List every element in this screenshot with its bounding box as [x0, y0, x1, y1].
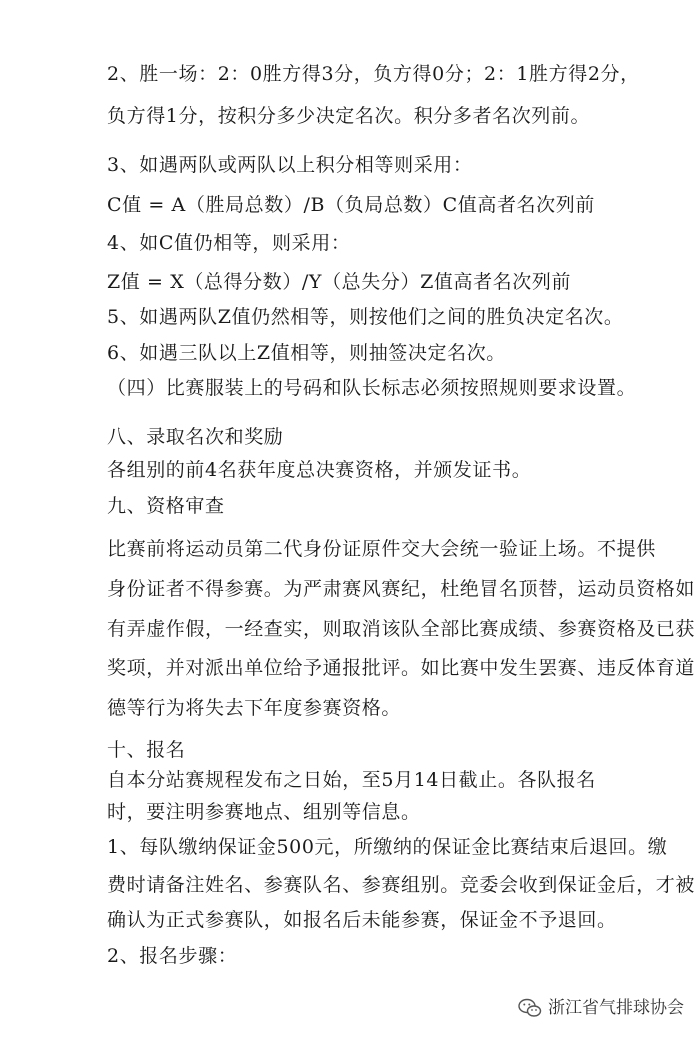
text-line-20: 时，要注明参赛地点、组别等信息。 [107, 801, 421, 823]
section-heading-10: 十、报名 [107, 739, 186, 761]
wechat-icon [518, 998, 542, 1018]
section-heading-8: 八、录取名次和奖励 [107, 426, 284, 448]
text-line-1: 2、胜一场：2：0胜方得3分，负方得0分；2：1胜方得2分， [107, 63, 640, 85]
text-line-8: 6、如遇三队以上Z值相等，则抽签决定名次。 [107, 342, 506, 364]
section-heading-9: 九、资格审查 [107, 495, 225, 517]
text-line-15: 有弄虚作假，一经查实，则取消该队全部比赛成绩、参赛资格及已获 [107, 618, 696, 640]
text-line-13: 比赛前将运动员第二代身份证原件交大会统一验证上场。不提供 [107, 538, 656, 560]
text-line-17: 德等行为将失去下年度参赛资格。 [107, 697, 402, 719]
text-line-6: Z值 = X（总得分数）/Y（总失分）Z值高者名次列前 [107, 271, 572, 293]
watermark [518, 996, 684, 1020]
text-line-14: 身份证者不得参赛。为严肃赛风赛纪，杜绝冒名顶替，运动员资格如 [107, 578, 696, 600]
text-line-19: 自本分站赛规程发布之日始，至5月14日截止。各队报名 [107, 769, 596, 791]
text-line-11: 各组别的前4名获年度总决赛资格，并颁发证书。 [107, 459, 532, 481]
watermark-text: 浙江省气排球协会 [548, 998, 684, 1018]
text-line-3: 3、如遇两队或两队以上积分相等则采用： [107, 154, 473, 176]
text-line-5: 4、如C值仍相等，则采用： [107, 232, 351, 254]
text-line-9: （四）比赛服装上的号码和队长标志必须按照规则要求设置。 [107, 377, 637, 399]
text-line-22: 费时请备注姓名、参赛队名、参赛组别。竞委会收到保证金后，才被 [107, 874, 696, 896]
text-line-21: 1、每队缴纳保证金500元，所缴纳的保证金比赛结束后退回。缴 [107, 836, 668, 858]
text-line-2: 负方得1分，按积分多少决定名次。积分多者名次列前。 [107, 105, 591, 127]
text-line-4: C值 = A（胜局总数）/B（负局总数）C值高者名次列前 [107, 194, 595, 216]
text-line-16: 奖项，并对派出单位给予通报批评。如比赛中发生罢赛、违反体育道 [107, 657, 696, 679]
text-line-24: 2、报名步骤： [107, 945, 238, 967]
text-line-7: 5、如遇两队Z值仍然相等，则按他们之间的胜负决定名次。 [107, 306, 624, 328]
text-line-23: 确认为正式参赛队，如报名后未能参赛，保证金不予退回。 [107, 909, 617, 931]
